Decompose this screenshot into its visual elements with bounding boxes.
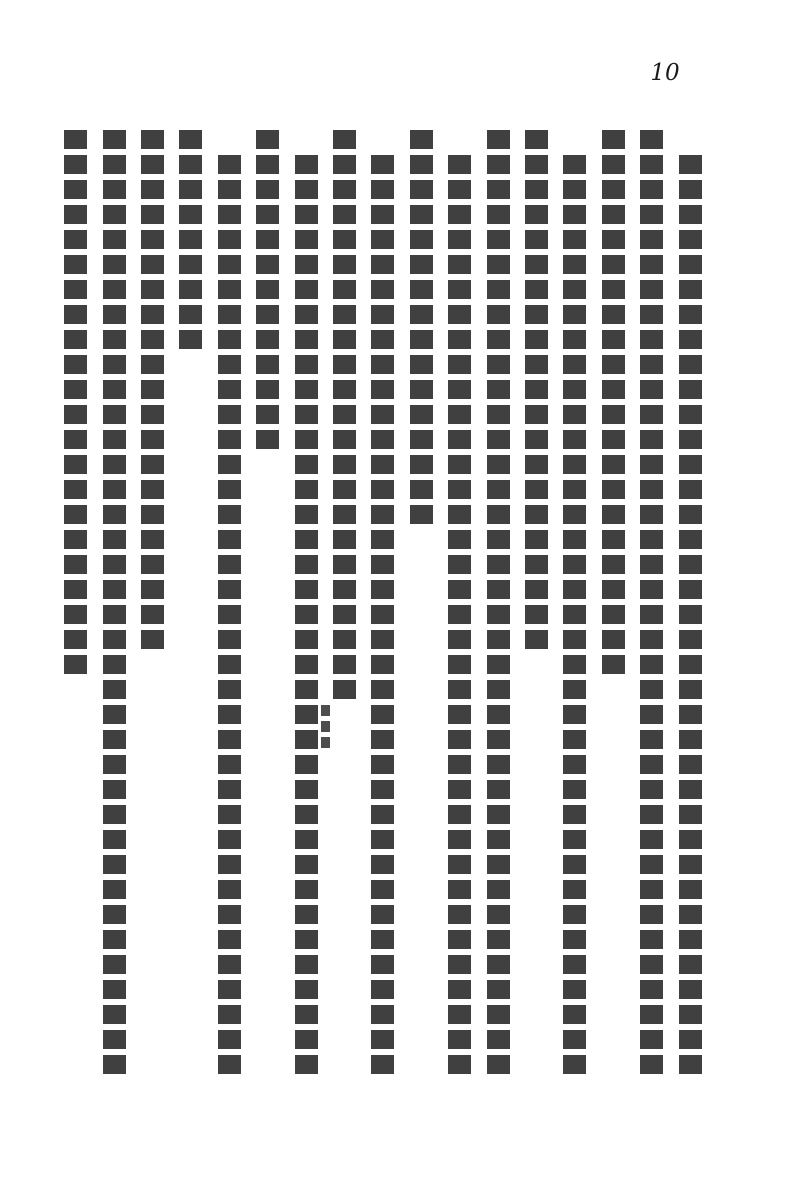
text-column-redacted <box>525 130 548 649</box>
text-column-redacted <box>563 155 586 1074</box>
text-column-redacted <box>371 155 394 1074</box>
text-column-redacted <box>679 155 702 1074</box>
text-column-redacted <box>487 130 510 1074</box>
text-column-redacted <box>218 155 241 1074</box>
text-column-redacted <box>103 130 126 1074</box>
text-column-redacted <box>295 155 318 1074</box>
text-column-redacted <box>141 130 164 649</box>
text-column-redacted <box>448 155 471 1074</box>
text-column-redacted <box>410 130 433 524</box>
text-column-redacted <box>64 130 87 674</box>
text-column-redacted <box>256 130 279 449</box>
text-column-redacted <box>640 130 663 1074</box>
text-column-redacted <box>179 130 202 349</box>
text-column-redacted <box>602 130 625 674</box>
furigana-annotation <box>321 705 330 753</box>
text-column-redacted <box>333 130 356 699</box>
page-number: 10 <box>650 60 680 86</box>
